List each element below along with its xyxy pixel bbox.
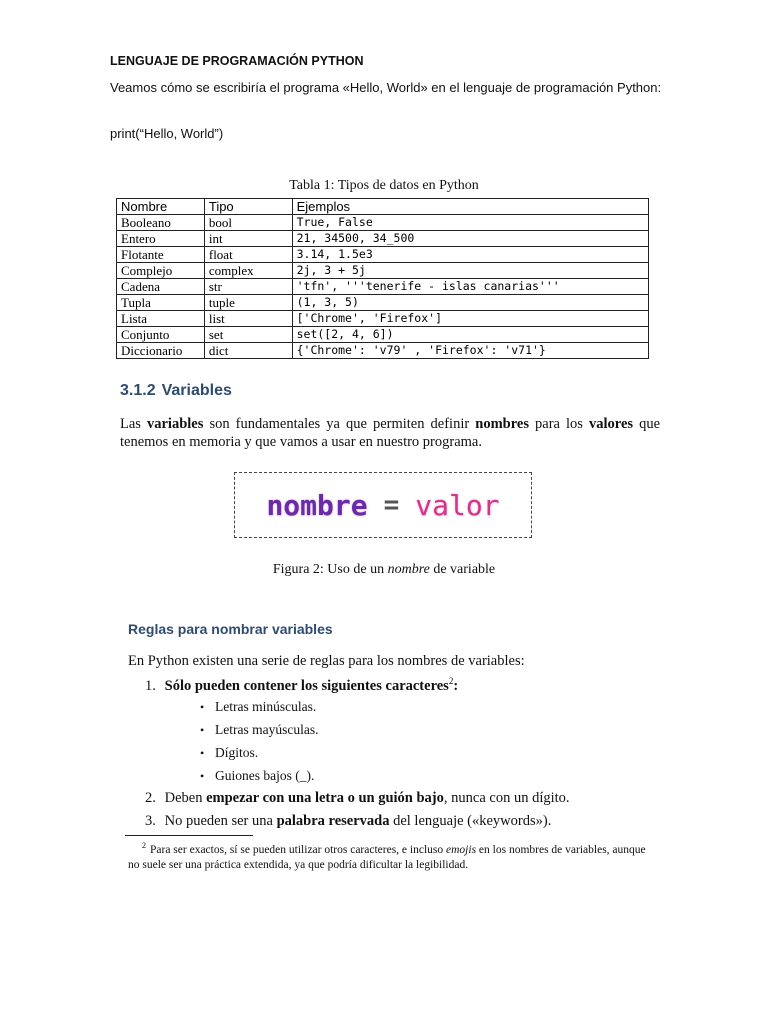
cell-nombre: Flotante <box>117 247 205 263</box>
table-row <box>117 279 649 295</box>
section-title: Variables <box>161 382 232 399</box>
table-row <box>117 311 649 327</box>
header-ejemplos: Ejemplos <box>292 199 648 215</box>
header-tipo: Tipo <box>204 199 292 215</box>
header-nombre: Nombre <box>117 199 205 215</box>
table-row <box>117 295 649 311</box>
cell-nombre: Cadena <box>117 279 205 295</box>
bullet-item: • Guiones bajos (_). <box>200 768 315 783</box>
rule-item-3: 3. No pueden ser una palabra reservada del lenguaje («keywords»). <box>145 813 552 829</box>
cell-tipo: dict <box>204 343 292 359</box>
footnote-divider <box>125 835 253 836</box>
cell-tipo: float <box>204 247 292 263</box>
variable-figure <box>234 472 532 538</box>
rule-item-1: 1. Sólo pueden contener los siguientes caracteres$^2$: <box>145 676 459 694</box>
intro-paragraph: Veamos cómo se escribiría el programa «Hello, World» en el lenguaje de programación Python: <box>110 80 662 95</box>
table-caption: Tabla 1: Tipos de datos en Python <box>289 178 479 193</box>
figure-equals-sign: = <box>383 490 400 520</box>
cell-ejemplos: 3.14, 1.5e3 <box>292 247 648 263</box>
rules-intro: En Python existen una serie de reglas para los nombres de variables: <box>128 653 525 669</box>
cell-nombre: Entero <box>117 231 205 247</box>
figure-value-word: valor <box>415 488 500 522</box>
cell-nombre: Complejo <box>117 263 205 279</box>
cell-nombre: Lista <box>117 311 205 327</box>
rule-item-2: 2. Deben empezar con una letra o un guión bajo, nunca con un dígito. <box>145 790 570 806</box>
cell-ejemplos: True, False <box>292 215 648 231</box>
table-header-row <box>117 199 649 215</box>
cell-tipo: int <box>204 231 292 247</box>
table-row <box>117 343 649 359</box>
cell-ejemplos: {'Chrome': 'v79' , 'Firefox': 'v71'} <box>292 343 648 359</box>
hello-world-code: print(“Hello, World”) <box>110 126 224 141</box>
table-row <box>117 231 649 247</box>
table-row <box>117 263 649 279</box>
bullet-item: • Letras minúsculas. <box>200 699 317 714</box>
table-row <box>117 215 649 231</box>
cell-tipo: list <box>204 311 292 327</box>
cell-nombre: Tupla <box>117 295 205 311</box>
cell-ejemplos: 'tfn', '''tenerife - islas canarias''' <box>292 279 648 295</box>
cell-ejemplos: ['Chrome', 'Firefox'] <box>292 311 648 327</box>
cell-nombre: Booleano <box>117 215 205 231</box>
figure-caption: Figura 2: Uso de un nombre de variable <box>272 562 496 577</box>
cell-ejemplos: set([2, 4, 6]) <box>292 327 648 343</box>
cell-nombre: Conjunto <box>117 327 205 343</box>
table-row <box>117 247 649 263</box>
bullet-item: • Letras mayúsculas. <box>200 722 319 737</box>
cell-nombre: Diccionario <box>117 343 205 359</box>
footnote: $^2$ Para ser exactos, sí se pueden utilizar otros caracteres, e incluso emojis en los nombres de variables, aunque no suele ser una práctica extendida, ya que podría dificultar la legibilidad. <box>128 841 646 871</box>
document-title: LENGUAJE DE PROGRAMACIÓN PYTHON <box>110 54 364 68</box>
figure-name-word: nombre <box>266 488 368 522</box>
cell-ejemplos: (1, 3, 5) <box>292 295 648 311</box>
cell-ejemplos: 2j, 3 + 5j <box>292 263 648 279</box>
cell-tipo: str <box>204 279 292 295</box>
section-number: 3.1.2 <box>120 382 156 399</box>
section-heading <box>120 382 232 400</box>
variables-paragraph: Las variables son fundamentales ya que permiten definir nombres para los valores que tenemos en memoria y que vamos a usar en nuestro programa. <box>120 416 661 450</box>
cell-tipo: complex <box>204 263 292 279</box>
cell-tipo: tuple <box>204 295 292 311</box>
cell-tipo: bool <box>204 215 292 231</box>
table-row <box>117 327 649 343</box>
data-types-table <box>116 198 649 359</box>
bullet-item: • Dígitos. <box>200 745 259 760</box>
rules-heading: Reglas para nombrar variables <box>128 621 333 637</box>
cell-ejemplos: 21, 34500, 34_500 <box>292 231 648 247</box>
cell-tipo: set <box>204 327 292 343</box>
